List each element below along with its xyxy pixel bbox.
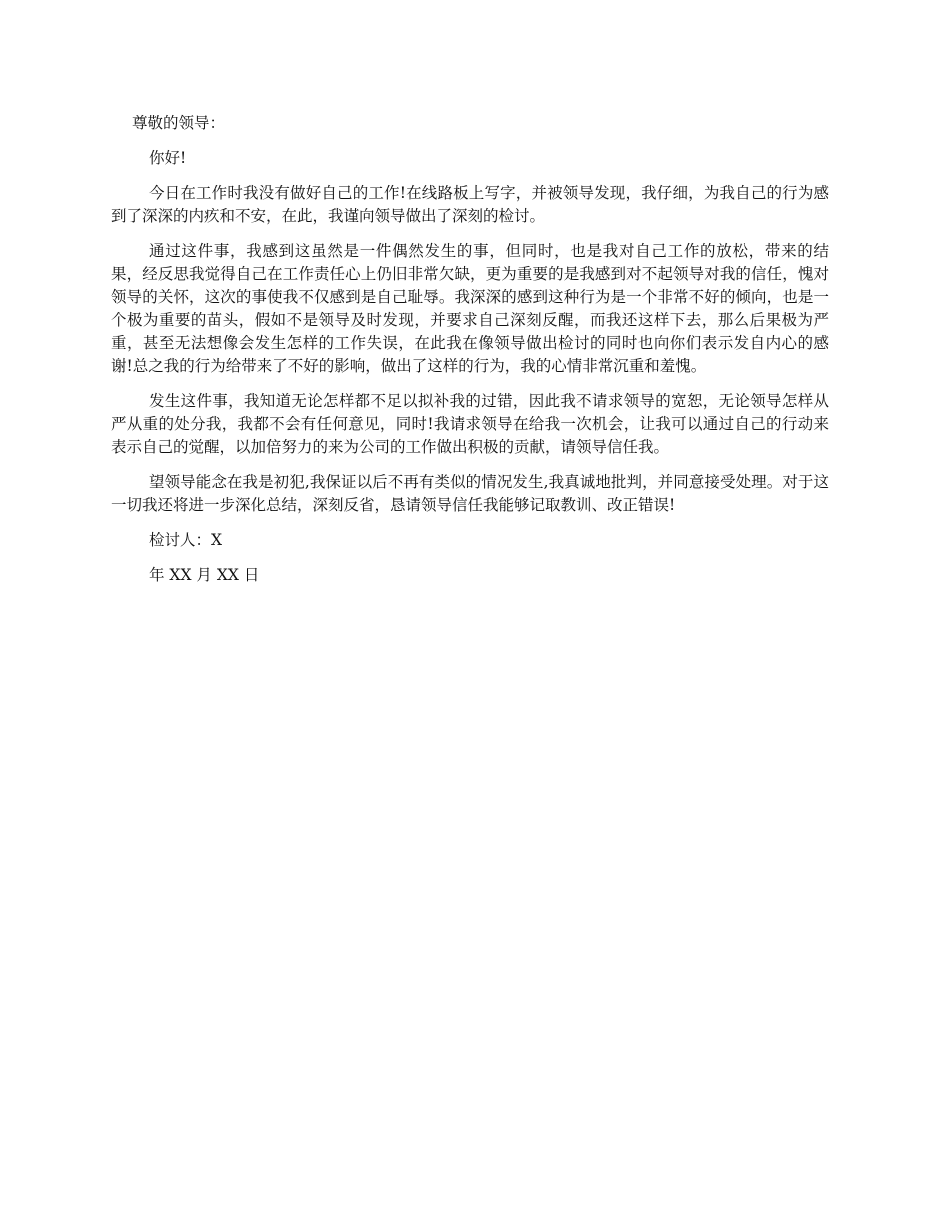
salutation: 尊敬的领导： (132, 114, 226, 132)
greeting: 你好! (149, 149, 187, 167)
paragraph-2: 通过这件事，我感到这虽然是一件偶然发生的事，但同时，也是我对自己工作的放松，带来的结果，经反思我觉得自己在工作责任心上仍旧非常欠缺，更为重要的是我感到对不起领导对我的信任，愧对领导的关怀，这次的事使我不仅感到是自己耻辱。我深深的感到这种行为是一个非常不好的倾向，也是一个极为重要的苗头，假如不是领导及时发现，并要求自己深刻反醒，而我还这样下去，那么后果极为严重，甚至无法想像会发生怎样的工作失误，在此我在像领导做出检讨的同时也向你们表示发自内心的感谢!总之我的行为给带来了不好的影响，做出了这样的行为，我的心情非常沉重和羞愧。 (111, 242, 829, 375)
signature: 检讨人：X (149, 531, 223, 549)
letter-body (111, 112, 829, 599)
paragraph-1: 今日在工作时我没有做好自己的工作!在线路板上写字，并被领导发现，我仔细，为我自己的行为感到了深深的内疚和不安，在此，我谨向领导做出了深刻的检讨。 (111, 184, 829, 225)
paragraph-3: 发生这件事，我知道无论怎样都不足以拟补我的过错，因此我不请求领导的宽恕，无论领导怎样从严从重的处分我，我都不会有任何意见，同时!我请求领导在给我一次机会，让我可以通过自己的行动来表示自己的觉醒，以加倍努力的来为公司的工作做出积极的贡献，请领导信任我。 (111, 392, 829, 456)
paragraph-4: 望领导能念在我是初犯,我保证以后不再有类似的情况发生,我真诚地批判，并同意接受处理。对于这一切我还将进一步深化总结，深刻反省，恳请领导信任我能够记取教训、改正错误! (111, 473, 829, 514)
date: 年 XX 月 XX 日 (149, 566, 260, 584)
